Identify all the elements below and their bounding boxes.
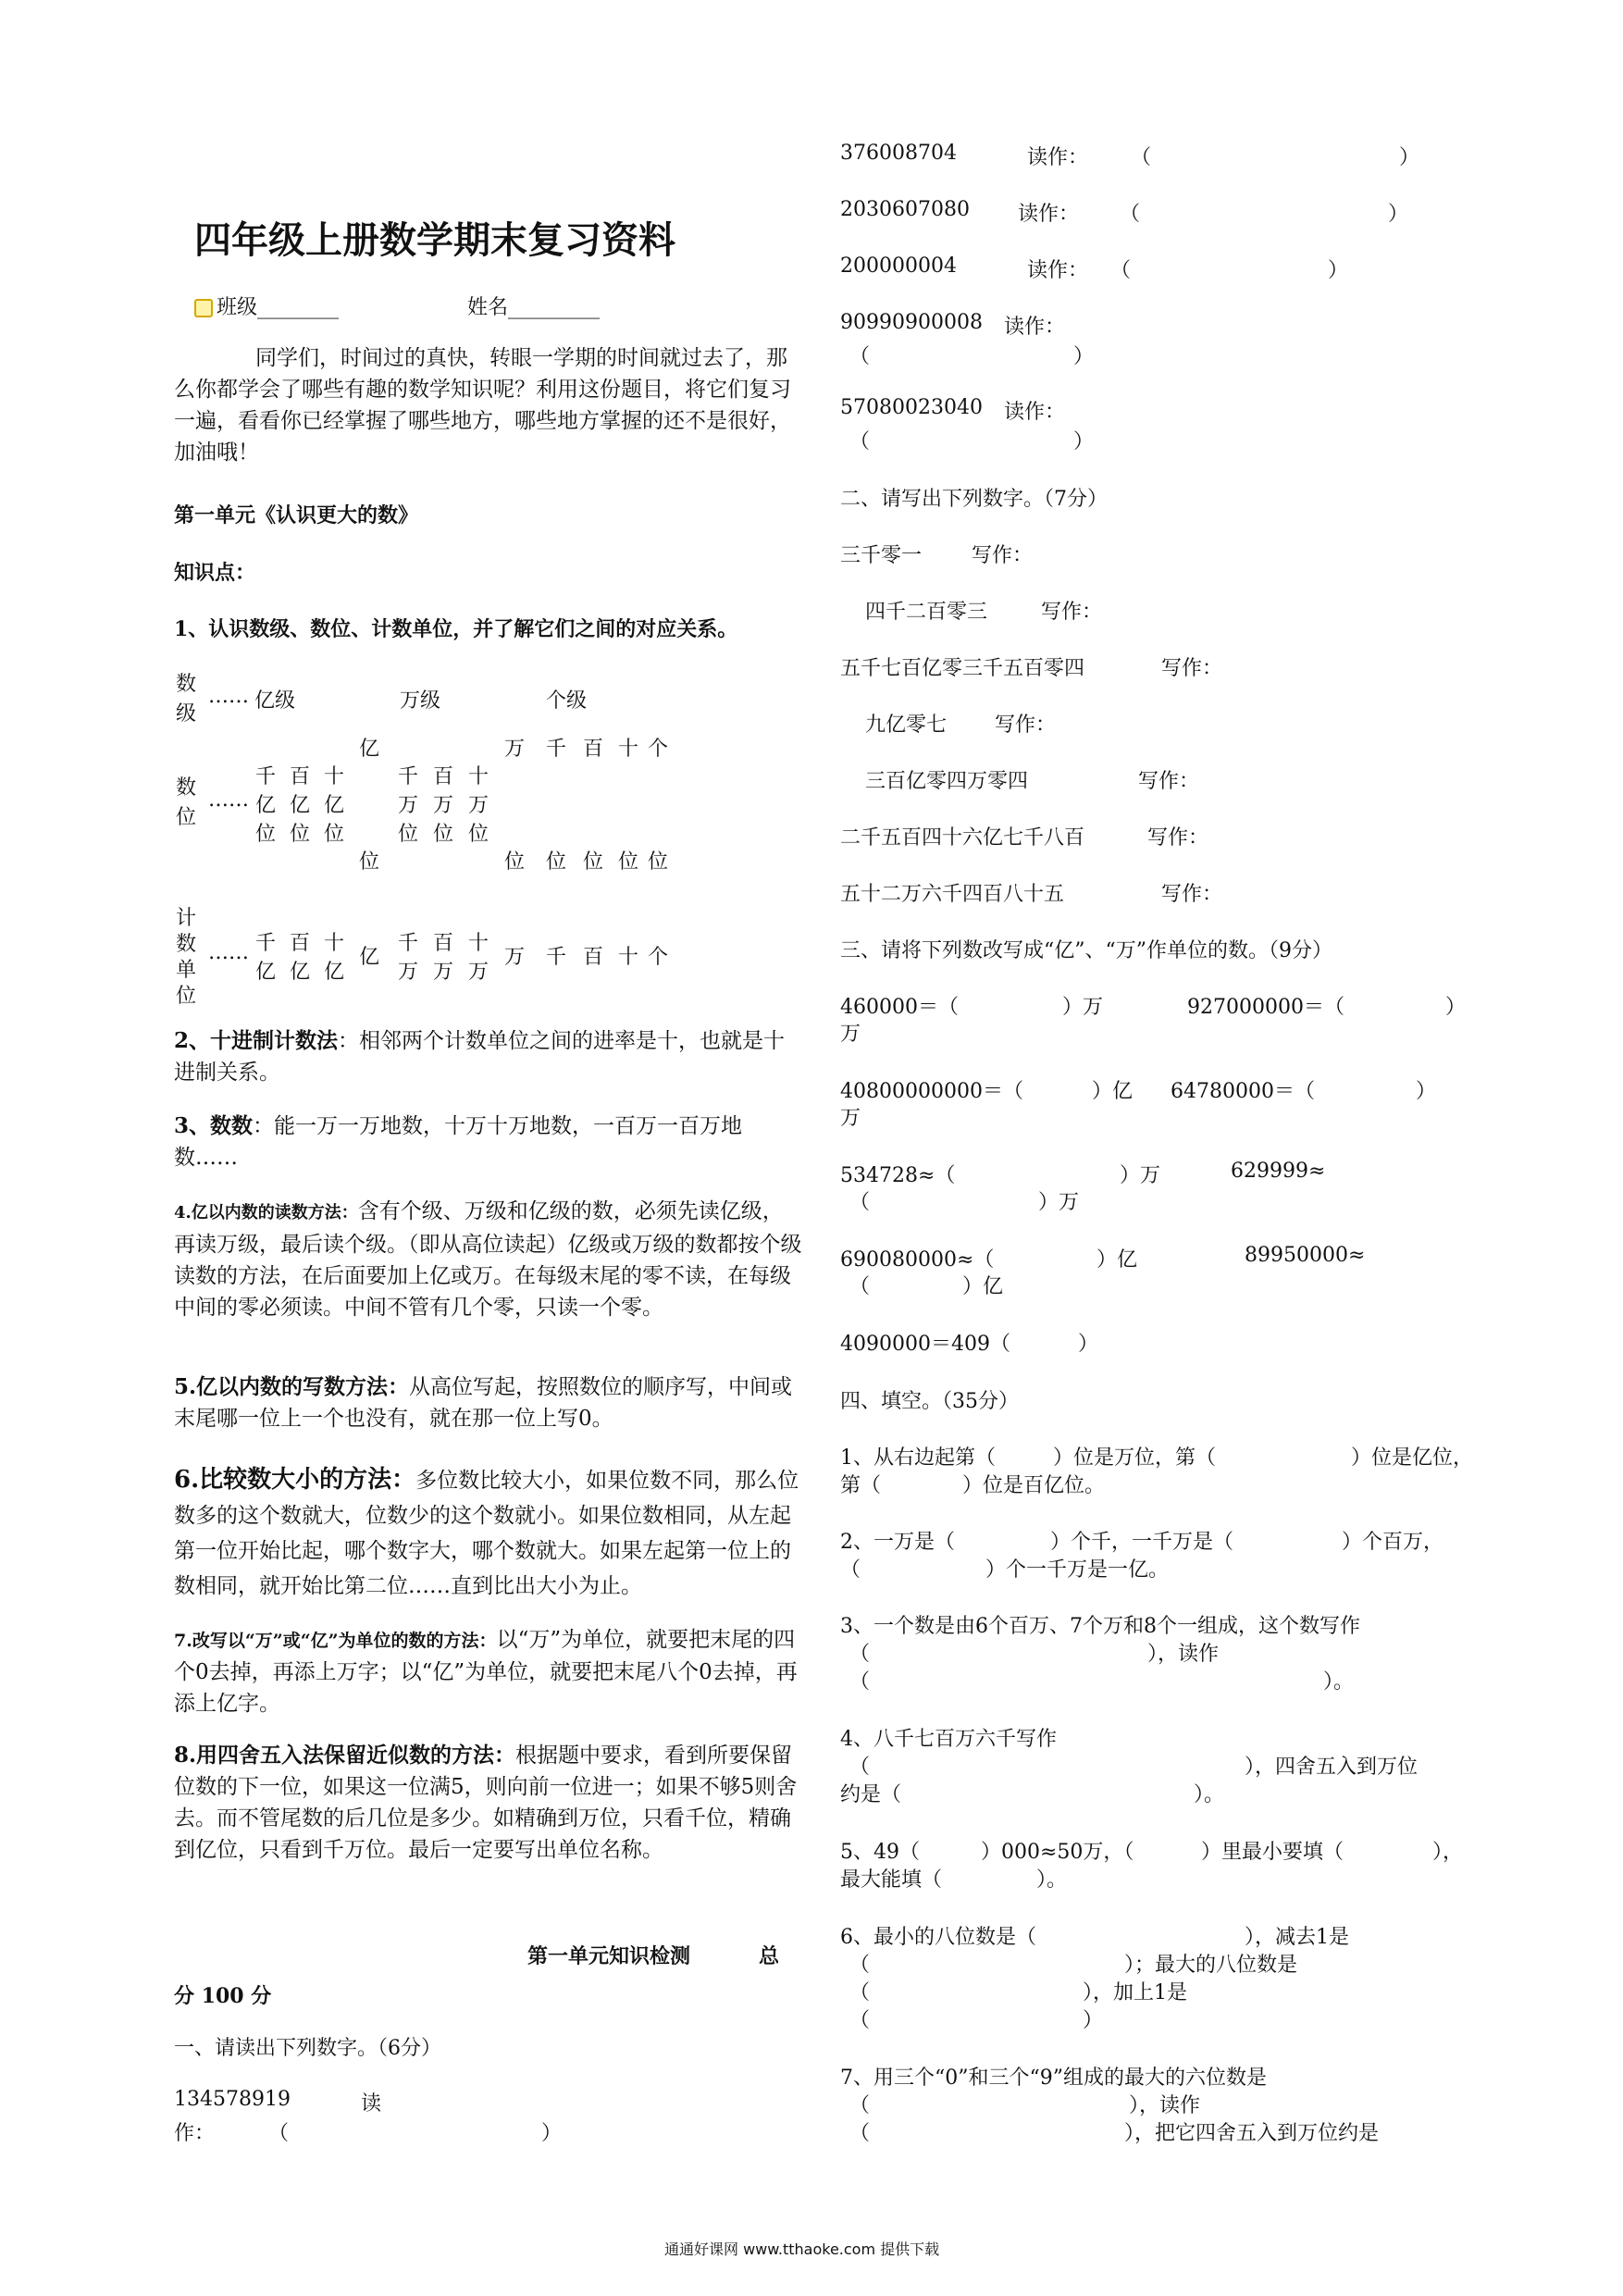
fill-item: （ [849, 1643, 871, 1666]
read-label: 读作： [1027, 146, 1089, 169]
fill-item: （ [849, 2009, 871, 2032]
point-4 [174, 1196, 803, 1323]
table-label: 数 [176, 933, 197, 956]
page-footer: 通通好课网 www.tthaoke.com 提供下载 [664, 2240, 940, 2258]
table-cell: 亿级 [254, 689, 296, 713]
table-cell: 亿 [324, 961, 345, 984]
table-cell: 百 [433, 765, 454, 788]
fill-item: 1、从右边起第（ [840, 1446, 996, 1470]
point-5-head: 5.亿以内数的写数方法： [174, 1374, 410, 1399]
q3-item: ） [1416, 1080, 1437, 1103]
write-text: 五十二万六千四百八十五 [840, 883, 1065, 906]
table-label: 数 [176, 776, 197, 800]
class-label: 班级________ [217, 296, 340, 319]
answer-blank[interactable]: ） [541, 2122, 563, 2145]
fill-item: 约是（ [840, 1783, 902, 1806]
fill-item: ） [1083, 2009, 1104, 2032]
intro-paragraph: 同学们，时间过的真快，转眼一学期的时间就过去了，那么你都学会了哪些有趣的数学知识呢？利用这份题目，将它们复习一遍，看看你已经掌握了哪些地方，哪些地方掌握的还不是很好，加油哦！ [174, 346, 791, 465]
table-cell: 百 [433, 932, 454, 955]
table-cell: 位 [618, 850, 639, 874]
table-cell: 万 [504, 738, 526, 761]
q3-item: ） [1078, 1333, 1099, 1356]
read-number: 57080023040 [840, 396, 983, 419]
q3-item: ）万 [1038, 1191, 1080, 1214]
write-label: 写作： [1147, 826, 1209, 850]
fill-item: （ [840, 1558, 861, 1582]
point-5-body: 从高位写起，按照数位的顺序写，中间或末尾哪一位上一个也没有，就在那一位上写0。 [174, 1375, 793, 1431]
table-dots: …… [208, 941, 249, 964]
fill-item: ）， [1432, 1841, 1464, 1864]
table-cell: 亿 [290, 794, 311, 817]
test-score: 分 100 分 [174, 1984, 272, 2008]
write-text: 四千二百零三 [865, 601, 988, 624]
fill-item: ）里最小要填（ [1201, 1841, 1344, 1864]
table-cell: 万 [468, 794, 489, 817]
write-label: 写作： [1161, 883, 1223, 906]
read-label: 读作： [1004, 316, 1066, 339]
fill-item: （ [849, 1756, 871, 1779]
q3-item: 4090000＝409（ [840, 1333, 1010, 1356]
table-cell: 十 [618, 738, 639, 761]
point-8 [174, 1740, 803, 1866]
table-dots: …… [208, 685, 249, 708]
table-label: 数 [176, 673, 197, 696]
point-6-head: 6.比较数大小的方法： [174, 1466, 416, 1494]
point-2-head: 2、十进制计数法 [174, 1028, 339, 1053]
point-2 [174, 1025, 803, 1088]
q3-item: ）万 [1120, 1164, 1161, 1187]
table-cell: 百 [583, 946, 604, 969]
table-cell: 位 [398, 823, 419, 846]
q3-item: 万 [840, 1107, 861, 1130]
table-cell: 亿 [255, 794, 277, 817]
table-cell: 千 [398, 765, 419, 788]
table-cell: 位 [546, 850, 567, 874]
fill-item: ），减去1是 [1245, 1926, 1349, 1949]
write-label: 写作： [1138, 770, 1200, 793]
fill-item: 2、一万是（ [840, 1531, 955, 1554]
table-cell: 位 [468, 823, 489, 846]
point-2-body: ：相邻两个计数单位之间的进率是十，也就是十进制关系。 [174, 1029, 786, 1085]
point-6 [174, 1462, 803, 1604]
write-label: 写作： [995, 714, 1057, 737]
q3-item: 89950000≈ [1245, 1244, 1366, 1267]
table-cell: 亿 [290, 961, 311, 984]
fill-item: 5、49（ [840, 1841, 920, 1864]
q3-item: ）亿 [1092, 1080, 1134, 1103]
answer-blank[interactable]: ） [1388, 203, 1409, 226]
read-number: 376008704 [840, 142, 957, 165]
point-7-head: 7.改写以“万”或“亿”为单位的数的方法： [174, 1631, 497, 1651]
q2-title: 二、请写出下列数字。（7分） [840, 488, 1108, 511]
table-label: 位 [176, 806, 197, 829]
fill-item: ）个百万， [1342, 1531, 1444, 1554]
fill-item: 3、一个数是由6个百万、7个万和8个一组成，这个数写作 [840, 1615, 1360, 1638]
answer-blank[interactable]: （ [1110, 259, 1132, 282]
name-label: 姓名_________ [467, 296, 601, 319]
q3-item: 40800000000＝（ [840, 1080, 1023, 1103]
answer-blank[interactable]: ） [1328, 259, 1349, 282]
document-title: 四年级上册数学期末复习资料 [194, 219, 675, 262]
fill-item: ）个千，一千万是（ [1050, 1531, 1234, 1554]
point-3 [174, 1111, 803, 1173]
table-cell: 十 [324, 932, 345, 955]
fill-item: ），加上1是 [1083, 1981, 1187, 2004]
fill-item: ）；最大的八位数是 [1124, 1954, 1298, 1977]
q3-item: 534728≈（ [840, 1164, 956, 1187]
fill-item: 4、八千七百万六千写作 [840, 1728, 1057, 1751]
table-cell: 位 [583, 850, 604, 874]
table-cell: 个 [648, 738, 669, 761]
test-total: 总 [759, 1944, 780, 1968]
fill-item: ）。 [1323, 1670, 1355, 1694]
fill-item: 第（ [840, 1474, 882, 1497]
table-cell: 万 [504, 946, 526, 969]
fill-item: 7、用三个“0”和三个“9”组成的最大的六位数是 [840, 2066, 1267, 2090]
read-label: 读作： [1027, 259, 1089, 282]
table-cell: 千 [546, 738, 567, 761]
table-cell: 位 [359, 850, 380, 874]
q3-item: 690080000≈（ [840, 1248, 995, 1272]
table-cell: 万 [433, 961, 454, 984]
table-cell: 万级 [400, 689, 441, 713]
q1-number: 134578919 [174, 2088, 291, 2111]
table-cell: 位 [324, 823, 345, 846]
q3-item: 64780000＝（ [1171, 1080, 1315, 1103]
read-number: 2030607080 [840, 198, 970, 221]
q3-item: （ [849, 1275, 871, 1298]
q4-title: 四、填空。（35分） [840, 1390, 1019, 1413]
knowledge-label: 知识点： [174, 561, 256, 585]
answer-blank[interactable]: ） [1399, 146, 1420, 169]
fill-item: ），读作 [1147, 1643, 1220, 1666]
answer-blank[interactable]: （ [1131, 146, 1152, 169]
fill-item: （ [849, 2122, 871, 2145]
answer-blank[interactable]: （ [1120, 203, 1141, 226]
table-cell: 万 [433, 794, 454, 817]
answer-blank[interactable]: （ [268, 2122, 290, 2145]
table-cell: 位 [255, 823, 277, 846]
table-cell: 百 [290, 932, 311, 955]
fill-item: （ [849, 1670, 871, 1694]
write-label: 写作： [1161, 657, 1223, 680]
table-cell: 个级 [546, 689, 588, 713]
table-dots: …… [208, 788, 249, 812]
fill-item: ）000≈50万，（ [981, 1841, 1134, 1864]
q3-item: 460000＝（ [840, 996, 959, 1019]
point-6-body: 多位数比较大小，如果位数不同，那么位数多的这个数就大，位数少的这个数就小。如果位数相同，从左起第一位开始比起，哪个数字大，哪个数就大。如果左起第一位上的数相同，就开始比第二位……直到比出大小为止。 [174, 1469, 799, 1598]
point-7 [174, 1624, 803, 1719]
q3-item: ） [1445, 996, 1467, 1019]
table-cell: 亿 [359, 946, 380, 969]
table-cell: 千 [255, 932, 277, 955]
write-text: 三千零一 [840, 544, 923, 567]
table-cell: 位 [504, 850, 526, 874]
class-line [194, 292, 339, 320]
point-4-body: 含有个级、万级和亿级的数，必须先读亿级，再读万级，最后读个级。（即从高位读起）亿级或万级的数都按个级读数的方法，在后面要加上亿或万。在每级末尾的零不读，在每级中间的零必须读。中间不管有几个零，只读一个零。 [174, 1199, 802, 1320]
q1-read-label: 作： [174, 2122, 216, 2145]
point-5 [174, 1371, 803, 1434]
fill-item: ），四舍五入到万位 [1245, 1756, 1419, 1779]
q3-item: ）万 [1062, 996, 1104, 1019]
table-cell: 万 [468, 961, 489, 984]
fill-item: ）。 [1194, 1783, 1225, 1806]
table-label: 位 [176, 985, 197, 1008]
fill-item: 6、最小的八位数是（ [840, 1926, 1036, 1949]
table-cell: 百 [583, 738, 604, 761]
fill-item: （ [849, 2094, 871, 2117]
table-cell: 位 [290, 823, 311, 846]
test-title: 第一单元知识检测 [527, 1944, 691, 1968]
table-label: 计 [176, 907, 197, 930]
read-label: 读作： [1018, 203, 1080, 226]
fill-item: （ [849, 1981, 871, 2004]
fill-item: ），读作 [1129, 2094, 1201, 2117]
point-1: 1、认识数级、数位、计数单位，并了解它们之间的对应关系。 [174, 617, 738, 641]
write-text: 五千七百亿零三千五百零四 [840, 657, 1085, 680]
point-8-head: 8.用四舍五入法保留近似数的方法： [174, 1743, 516, 1768]
read-number: 200000004 [840, 254, 957, 278]
write-label: 写作： [972, 544, 1034, 567]
fill-item: ）位是百亿位。 [962, 1474, 1106, 1497]
write-text: 九亿零七 [865, 714, 948, 737]
q3-item: （ [849, 1191, 871, 1214]
table-cell: 亿 [255, 961, 277, 984]
q3-item: ）亿 [962, 1275, 1004, 1298]
q3-item: ）亿 [1096, 1248, 1138, 1272]
table-cell: 万 [398, 961, 419, 984]
table-cell: 亿 [359, 738, 380, 761]
answer-blank[interactable]: ） [1073, 430, 1095, 453]
table-label: 级 [176, 702, 197, 726]
q1-read-label: 读 [361, 2092, 382, 2116]
q3-item: 万 [840, 1023, 861, 1046]
read-label: 读作： [1004, 401, 1066, 424]
fill-item: ）个一千万是一亿。 [985, 1558, 1170, 1582]
answer-blank[interactable]: ） [1073, 345, 1095, 368]
table-cell: 十 [468, 765, 489, 788]
table-cell: 千 [255, 765, 277, 788]
write-text: 二千五百四十六亿七千八百 [840, 826, 1085, 850]
read-number: 90990900008 [840, 311, 983, 334]
answer-blank[interactable]: （ [849, 345, 871, 368]
write-text: 三百亿零四万零四 [865, 770, 1029, 793]
fill-item: ）。 [1036, 1868, 1068, 1892]
q3-title: 三、请将下列数改写成“亿”、“万”作单位的数。（9分） [840, 939, 1332, 962]
table-cell: 位 [433, 823, 454, 846]
fill-item: （ [849, 1954, 871, 1977]
fill-item: ）位是万位，第（ [1053, 1446, 1217, 1470]
table-cell: 千 [546, 946, 567, 969]
table-cell: 十 [324, 765, 345, 788]
note-icon [194, 299, 213, 317]
table-cell: 十 [618, 946, 639, 969]
point-4-head: 4.亿以内数的读数方法： [174, 1203, 358, 1222]
point-3-body: ：能一万一万地数，十万十万地数，一百万一百万地数…… [174, 1114, 743, 1170]
table-cell: 十 [468, 932, 489, 955]
table-cell: 千 [398, 932, 419, 955]
fill-item: ），把它四舍五入到万位约是 [1124, 2122, 1380, 2145]
unit1-title: 第一单元《认识更大的数》 [174, 503, 419, 527]
table-cell: 位 [648, 850, 669, 874]
table-cell: 百 [290, 765, 311, 788]
table-cell: 亿 [324, 794, 345, 817]
fill-item: 最大能填（ [840, 1868, 943, 1892]
table-cell: 万 [398, 794, 419, 817]
point-7-body: 以“万”为单位，就要把末尾的四个0去掉，再添上万字；以“亿”为单位，就要把末尾八个0去掉，再添上亿字。 [174, 1628, 798, 1716]
write-label: 写作： [1041, 601, 1103, 624]
q3-item: 927000000＝（ [1187, 996, 1344, 1019]
q3-item: 629999≈ [1231, 1160, 1326, 1183]
point-3-head: 3、数数 [174, 1113, 254, 1138]
q1-title: 一、请读出下列数字。（6分） [174, 2037, 441, 2060]
point-8-body: 根据题中要求，看到所要保留位数的下一位，如果这一位满5，则向前一位进一；如果不够5则舍去。而不管尾数的后几位是多少。如精确到万位，只看千位，精确到亿位，只看到千万位。最后一定要写出单位名称。 [174, 1744, 798, 1862]
fill-item: ）位是亿位， [1351, 1446, 1474, 1470]
table-cell: 个 [648, 946, 669, 969]
table-label: 单 [176, 959, 197, 982]
answer-blank[interactable]: （ [849, 430, 871, 453]
